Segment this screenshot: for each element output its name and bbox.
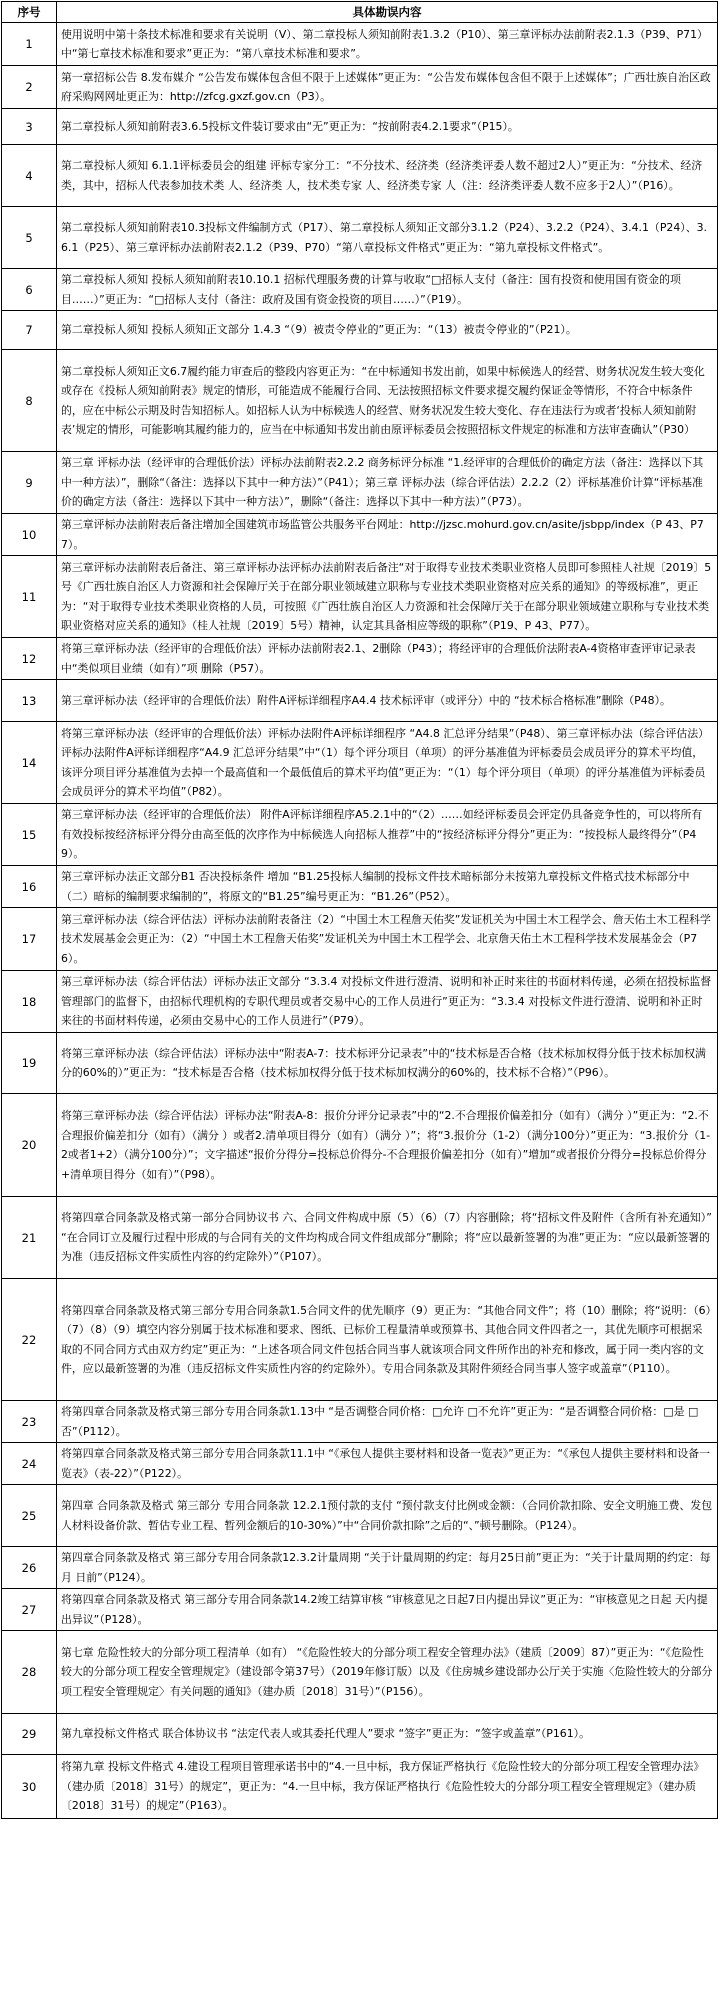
table-row xyxy=(2,804,718,866)
col-header-content: 具体勘误内容 xyxy=(57,2,718,23)
row-number: 6 xyxy=(2,269,57,311)
row-content: 将第四章合同条款及格式第三部分专用合同条款1.13中 “是否调整合同价格：□允许 □不允许”更正为：“是否调整合同价格：□是 □否”（P112）。 xyxy=(57,1401,718,1443)
row-content: 第七章 危险性较大的分部分项工程清单（如有） “《危险性较大的分部分项工程安全管理办法》（建质〔2009〕87）”更正为：“《危险性较大的分部分项工程安全管理规定》（建设部令第37号）（2019年修订版）以及《住房城乡建设部办公厅关于实施〈危险性较大的分部分项工程安全管理规定〉有关问题的通知》（建办质〔2018〕31号）”（P156）。 xyxy=(57,1631,718,1714)
row-content: 将第四章合同条款及格式第三部分专用合同条款11.1中 “《承包人提供主要材料和设备一览表》”更正为：“《承包人提供主要材料和设备一览表》（表-22）”（P122）。 xyxy=(57,1443,718,1485)
table-row xyxy=(2,1033,718,1094)
table-row xyxy=(2,1631,718,1714)
row-content: 将第四章合同条款及格式第三部分专用合同条款1.5合同文件的优先顺序（9）更正为：“其他合同文件”；将（10）删除；将“说明：（6）（7）（8）（9）填空内容分别属于技术标准和要求、图纸、已标价工程量清单或预算书、其他合同文件四者之一，其优先顺序可根据采取的不同合同方式由双方约定”更正为：“上述各项合同文件包括合同当事人就该项合同文件所作出的补充和修改，属于同一类内容的文件，应以最新签署的为准（违反招标文件实质性内容的约定除外）。专用合同条款及其附件须经合同当事人签字或盖章”（P110）。 xyxy=(57,1279,718,1401)
table-row xyxy=(2,1443,718,1485)
row-content: 第二章投标人须知 投标人须知前附表10.10.1 招标代理服务费的计算与收取“□招标人支付（备注：国有投资和使用国有资金的项目……）”更正为：“□招标人支付（备注：政府及国有资金投资的项目……）”（P19）。 xyxy=(57,269,718,311)
table-row xyxy=(2,1755,718,1819)
row-number: 22 xyxy=(2,1279,57,1401)
row-number: 4 xyxy=(2,145,57,207)
table-row xyxy=(2,1401,718,1443)
row-number: 8 xyxy=(2,350,57,452)
row-content: 第二章投标人须知正文6.7履约能力审查后的整段内容更正为：“在中标通知书发出前，如果中标候选人的经营、财务状况发生较大变化或存在《投标人须知前附表》规定的情形，可能造成不能履行合同、无法按照招标文件要求提交履约保证金等情形，不符合中标条件的，应在中标公示期及时告知招标人。如招标人认为中标候选人的经营、财务状况发生较大变化、存在违法行为或者‘投标人须知前附表’规定的情形，可能影响其履约能力的，应当在中标通知书发出前由原评标委员会按照招标文件规定的标准和方法审查确认”（P30） xyxy=(57,350,718,452)
row-content: 第三章评标办法前附表后备注增加全国建筑市场监管公共服务平台网址：http://jzsc.mohurd.gov.cn/asite/jsbpp/index（P 43、P77）。 xyxy=(57,514,718,556)
row-content: 将第三章评标办法（经评审的合理低价法）评标办法前附表2.1、2删除（P43）；将经评审的合理低价法附表A-4资格审查评审记录表中“类似项目业绩（如有）”项 删除（P57）。 xyxy=(57,638,718,680)
row-content: 第二章投标人须知前附表3.6.5投标文件装订要求由“无”更正为：“按前附表4.2.1要求”（P15）。 xyxy=(57,109,718,145)
errata-table xyxy=(1,1,718,1819)
row-number: 16 xyxy=(2,866,57,908)
row-number: 15 xyxy=(2,804,57,866)
table-row xyxy=(2,269,718,311)
table-row xyxy=(2,109,718,145)
row-content: 将第三章评标办法（经评审的合理低价法）评标办法附件A评标详细程序 “A4.8 汇总评分结果”（P48）、第三章评标办法（综合评估法）评标办法附件A评标详细程序“A4.9 汇总评分结果”中“（1）每个评分项目（单项）的评分基准值为评标委员会成员评分的算术平均值，该评分项目评分基准值为去掉一个最高值和一个最低值后的算术平均值”更正为：“（1）每个评分项目（单项）的评分基准值为评标委员会成员评分的算术平均值”（P82）。 xyxy=(57,722,718,804)
row-content: 第四章 合同条款及格式 第三部分 专用合同条款 12.2.1预付款的支付 “预付款支付比例或金额：（合同价款扣除、安全文明施工费、发包人材料设备价款、暂估专业工程、暂列金额后的10-30%）”中“合同价款扣除”之后的“、”顿号删除。（P124）。 xyxy=(57,1485,718,1547)
table-row xyxy=(2,1197,718,1279)
row-content: 第三章评标办法（综合评估法）评标办法正文部分 “3.3.4 对投标文件进行澄清、说明和补正时来往的书面材料传递，必须在招投标监督管理部门的监督下，由招标代理机构的专职代理员或者交易中心的工作人员进行”更正为：“3.3.4 对投标文件进行澄清、说明和补正时来往的书面材料传递，必须由交易中心的工作人员进行”（P79）。 xyxy=(57,971,718,1033)
table-row xyxy=(2,145,718,207)
row-number: 9 xyxy=(2,452,57,514)
row-number: 2 xyxy=(2,66,57,109)
row-number: 28 xyxy=(2,1631,57,1714)
table-row xyxy=(2,350,718,452)
row-content: 将第四章合同条款及格式第一部分合同协议书 六、合同文件构成中原（5）（6）（7）内容删除；将“招标文件及附件（含所有补充通知）” “在合同订立及履行过程中形成的与合同有关的文件均构成合同文件组成部分”删除；将“应以最新签署的为准”更正为：“应以最新签署的为准（违反招标文件实质性内容的约定除外）”（P107）。 xyxy=(57,1197,718,1279)
col-header-no: 序号 xyxy=(2,2,57,23)
table-row xyxy=(2,1485,718,1547)
row-content: 第三章评标办法前附表后备注、第三章评标办法评标办法前附表后备注“对于取得专业技术类职业资格人员即可参照桂人社规〔2019〕5号《广西壮族自治区人力资源和社会保障厅关于在部分职业领域建立职称与专业技术类职业资格对应关系的通知》的等级标准”，更正为：“对于取得专业技术类职业资格的人员，可按照《广西壮族自治区人力资源和社会保障厅关于在部分职业领域建立职称与专业技术类职业资格对应关系的通知》（桂人社规〔2019〕5号）精神，认定其具备相应等级的职称”（P19、P 43、P77）。 xyxy=(57,556,718,638)
row-content: 第二章投标人须知 6.1.1评标委员会的组建 评标专家分工：“不分技术、经济类（经济类评委人数不超过2人）”更正为：“分技术、经济类，其中，招标人代表参加技术类 人、经济类 人，技术类专家 人、经济类专家 人（注：经济类评委人数不应多于2人）”（P16）。 xyxy=(57,145,718,207)
row-number: 10 xyxy=(2,514,57,556)
table-row xyxy=(2,1714,718,1755)
row-number: 24 xyxy=(2,1443,57,1485)
row-content: 第三章评标办法（经评审的合理低价法）附件A评标详细程序A4.4 技术标评审（或评分）中的 “技术标合格标准”删除（P48）。 xyxy=(57,680,718,722)
row-content: 第二章投标人须知前附表10.3投标文件编制方式（P17）、第二章投标人须知正文部分3.1.2（P24）、3.2.2（P24）、3.4.1（P24）、3.6.1（P25）、第三章评标办法前附表2.1.2（P39、P70）“第八章投标文件格式”更正为：“第九章投标文件格式”。 xyxy=(57,207,718,269)
table-row xyxy=(2,452,718,514)
row-content: 使用说明中第十条技术标准和要求有关说明（Ⅴ）、第二章投标人须知前附表1.3.2（P10）、第三章评标办法前附表2.1.3（P39、P71）中“第七章技术标准和要求”更正为：“第八章技术标准和要求”。 xyxy=(57,23,718,66)
row-content: 第一章招标公告 8.发布媒介 “公告发布媒体包含但不限于上述媒体”更正为：“公告发布媒体包含但不限于上述媒体”；广西壮族自治区政府采购网网址更正为：http://zfcg.gxzf.gov.cn（P3）。 xyxy=(57,66,718,109)
row-number: 17 xyxy=(2,908,57,971)
row-number: 23 xyxy=(2,1401,57,1443)
row-number: 30 xyxy=(2,1755,57,1819)
row-number: 20 xyxy=(2,1094,57,1197)
row-content: 第四章合同条款及格式 第三部分专用合同条款12.3.2计量周期 “关于计量周期的约定：每月25日前”更正为：“关于计量周期的约定：每月 日前”（P124）。 xyxy=(57,1547,718,1589)
row-number: 1 xyxy=(2,23,57,66)
table-row xyxy=(2,207,718,269)
table-row xyxy=(2,1279,718,1401)
row-number: 29 xyxy=(2,1714,57,1755)
row-content: 第九章投标文件格式 联合体协议书 “法定代表人或其委托代理人”要求 “签字”更正为：“签字或盖章”（P161）。 xyxy=(57,1714,718,1755)
table-row xyxy=(2,638,718,680)
table-row xyxy=(2,680,718,722)
row-content: 第三章评标办法（综合评估法）评标办法前附表备注（2）“中国土木工程詹天佑奖”发证机关为中国土木工程学会、詹天佑土木工程科学技术发展基金会更正为：（2）“中国土木工程詹天佑奖”发证机关为中国土木工程学会、北京詹天佑土木工程科学技术发展基金会（P76）。 xyxy=(57,908,718,971)
table-row xyxy=(2,1589,718,1631)
row-number: 12 xyxy=(2,638,57,680)
row-number: 19 xyxy=(2,1033,57,1094)
row-number: 3 xyxy=(2,109,57,145)
row-number: 11 xyxy=(2,556,57,638)
table-row xyxy=(2,556,718,638)
table-row xyxy=(2,722,718,804)
row-number: 5 xyxy=(2,207,57,269)
table-row xyxy=(2,66,718,109)
row-content: 将第三章评标办法（综合评估法）评标办法“附表A-8：报价分评分记录表”中的“2.不合理报价偏差扣分（如有）（满分 ）”更正为：“2.不合理报价偏差扣分（如有）（满分 ）或者2.清单项目得分（如有）（满分 ）”；将“3.报价分（1-2）（满分100分）”更正为：“3.报价分（1-2或者1+2）（满分100分）”；文字描述“报价分得分=投标总价得分-不合理报价偏差扣分（如有）”增加“或者报价分得分=投标总价得分+清单项目得分（如有）”（P98）。 xyxy=(57,1094,718,1197)
row-number: 18 xyxy=(2,971,57,1033)
row-content: 第三章评标办法（经评审的合理低价法） 附件A评标详细程序A5.2.1中的“（2）……如经评标委员会评定仍具备竞争性的，可以将所有有效投标按经济标评分得分由高至低的次序作为中标候选人向招标人推荐”中的“按经济标评分得分”更正为：“按投标人最终得分”（P49）。 xyxy=(57,804,718,866)
table-row xyxy=(2,971,718,1033)
table-row xyxy=(2,311,718,350)
header-row xyxy=(2,2,718,23)
row-content: 第二章投标人须知 投标人须知正文部分 1.4.3 “（9）被责令停业的”更正为：“（13）被责令停业的”（P21）。 xyxy=(57,311,718,350)
row-number: 21 xyxy=(2,1197,57,1279)
row-number: 14 xyxy=(2,722,57,804)
table-row xyxy=(2,23,718,66)
row-number: 25 xyxy=(2,1485,57,1547)
table-row xyxy=(2,866,718,908)
row-number: 27 xyxy=(2,1589,57,1631)
row-content: 将第三章评标办法（综合评估法）评标办法中“附表A-7：技术标评分记录表”中的“技术标是否合格（技术标加权得分低于技术标加权满分的60%的）”更正为：“技术标是否合格（技术标加权得分低于技术标加权满分的60%的，技术标不合格）”（P96）。 xyxy=(57,1033,718,1094)
row-content: 第三章 评标办法（经评审的合理低价法）评标办法前附表2.2.2 商务标评分标准 “1.经评审的合理低价的确定方法（备注：选择以下其中一种方法）”，删除“（备注：选择以下其中一种方法）”（P41）；第三章 评标办法（综合评估法）2.2.2（2）评标基准价计算“评标基准价的确定方法（备注：选择以下其中一种方法）”，删除“（备注：选择以下其中一种方法）”（P73）。 xyxy=(57,452,718,514)
row-number: 26 xyxy=(2,1547,57,1589)
row-content: 将第四章合同条款及格式 第三部分专用合同条款14.2竣工结算审核 “审核意见之日起7日内提出异议”更正为：“审核意见之日起 天内提出异议”（P128）。 xyxy=(57,1589,718,1631)
table-row xyxy=(2,908,718,971)
table-row xyxy=(2,514,718,556)
table-row xyxy=(2,1094,718,1197)
table-row xyxy=(2,1547,718,1589)
row-number: 13 xyxy=(2,680,57,722)
row-number: 7 xyxy=(2,311,57,350)
row-content: 第三章评标办法正文部分B1 否决投标条件 增加 “B1.25投标人编制的投标文件技术暗标部分未按第九章投标文件格式技术标部分中（二）暗标的编制要求编制的”，将原文的“B1.25”编号更正为：“B1.26”（P52）。 xyxy=(57,866,718,908)
row-content: 将第九章 投标文件格式 4.建设工程项目管理承诺书中的“4.一旦中标，我方保证严格执行《危险性较大的分部分项工程安全管理办法》（建办质〔2018〕31号）的规定”，更正为：“4.一旦中标，我方保证严格执行《危险性较大的分部分项工程安全管理规定》（建办质〔2018〕31号）的规定”（P163）。 xyxy=(57,1755,718,1819)
